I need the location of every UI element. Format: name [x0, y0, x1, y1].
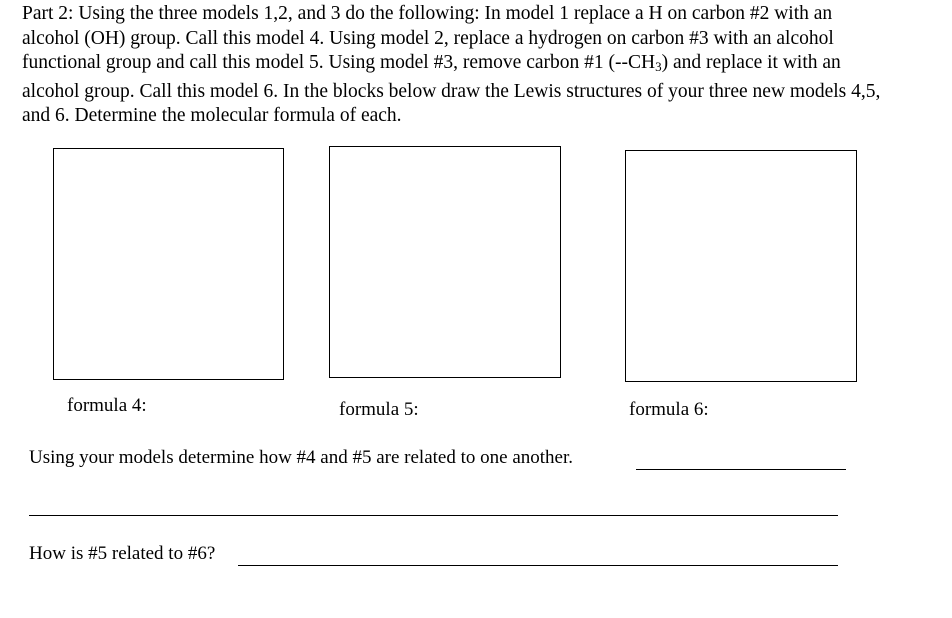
instructions-line-5: and 6. Determine the molecular formula of each. [22, 105, 402, 126]
drawing-box-model-5[interactable] [329, 146, 561, 378]
formula-6-label: formula 6: [629, 399, 709, 420]
drawing-box-model-4[interactable] [53, 148, 284, 380]
instructions-line-2: alcohol (OH) group. Call this model 4. Using model 2, replace a hydrogen on carbon #3 with an alcohol [22, 27, 834, 49]
question-4-5-relation: Using your models determine how #4 and #5 are related to one another. [29, 447, 573, 468]
answer-line-q2[interactable] [238, 565, 838, 566]
answer-line-q1-full[interactable] [29, 515, 838, 516]
instructions-paragraph [22, 2, 950, 129]
instructions-line-4: alcohol group. Call this model 6. In the blocks below draw the Lewis structures of your three new models 4,5, [22, 80, 881, 102]
formula-4-label: formula 4: [67, 395, 147, 416]
instructions-line-3-part-b: ) and replace it with an [661, 52, 841, 73]
answer-line-q1-inline[interactable] [636, 469, 846, 470]
instructions-subscript-3: 3 [655, 59, 662, 74]
instructions-line-1: Part 2: Using the three models 1,2, and 3 do the following: In model 1 replace a H on carbon #2 with an [22, 3, 833, 24]
question-5-6-relation: How is #5 related to #6? [29, 543, 216, 564]
instructions-line-3-part-a: functional group and call this model 5. Using model #3, remove carbon #1 (--CH [22, 52, 656, 73]
instructions-line-3 [22, 51, 950, 80]
drawing-box-model-6[interactable] [625, 150, 857, 382]
formula-5-label: formula 5: [339, 399, 419, 420]
